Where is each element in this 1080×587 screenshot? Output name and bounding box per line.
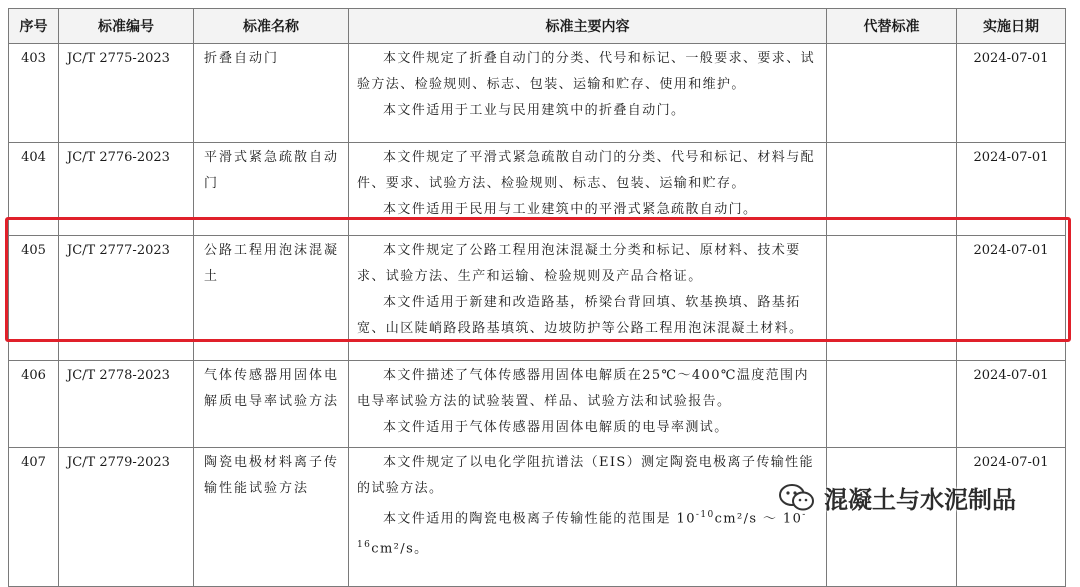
row-no: 404 — [9, 143, 59, 236]
content-paragraph: 本文件适用于新建和改造路基，桥梁台背回填、软基换填、路基拓宽、山区陡峭路段路基填筑、边坡防护等公路工程用泡沫混凝土材料。 — [357, 295, 804, 336]
row-name: 陶瓷电极材料离子传输性能试验方法 — [194, 448, 349, 587]
row-code: JC/T 2775-2023 — [59, 44, 194, 143]
row-name: 折叠自动门 — [194, 44, 349, 143]
row-no: 407 — [9, 448, 59, 587]
wechat-icon — [778, 482, 816, 514]
watermark-text: 混凝土与水泥制品 — [824, 486, 1016, 514]
row-date: 2024-07-01 — [957, 448, 1066, 587]
row-date: 2024-07-01 — [957, 44, 1066, 143]
row-code: JC/T 2776-2023 — [59, 143, 194, 236]
content-paragraph-range — [357, 502, 818, 563]
row-date: 2024-07-01 — [957, 236, 1066, 361]
range-exponent-2: -16 — [357, 510, 807, 551]
content-paragraph: 本文件规定了平滑式紧急疏散自动门的分类、代号和标记、材料与配件、要求、试验方法、检验规则、标志、包装、运输和贮存。 — [357, 150, 816, 191]
row-content — [349, 361, 827, 448]
header-code: 标准编号 — [59, 9, 194, 44]
row-replaces — [827, 361, 957, 448]
content-paragraph: 本文件适用于气体传感器用固体电解质的电导率测试。 — [383, 420, 729, 435]
row-code: JC/T 2777-2023 — [59, 236, 194, 361]
table-row — [9, 448, 1066, 587]
watermark — [778, 480, 1016, 515]
row-replaces — [827, 448, 957, 587]
content-paragraph: 本文件规定了公路工程用泡沫混凝土分类和标记、原材料、技术要求、试验方法、生产和运输、检验规则及产品合格证。 — [357, 243, 801, 284]
row-name: 平滑式紧急疏散自动门 — [194, 143, 349, 236]
content-paragraph: 本文件规定了以电化学阻抗谱法（EIS）测定陶瓷电极离子传输性能的试验方法。 — [357, 455, 814, 496]
row-date: 2024-07-01 — [957, 143, 1066, 236]
row-no: 403 — [9, 44, 59, 143]
header-no: 序号 — [9, 9, 59, 44]
content-paragraph: 本文件描述了气体传感器用固体电解质在25℃～400℃温度范围内电导率试验方法的试验装置、样品、试验方法和试验报告。 — [357, 368, 809, 409]
header-date: 实施日期 — [957, 9, 1066, 44]
highlight-box — [5, 217, 1071, 342]
row-replaces — [827, 44, 957, 143]
row-name: 气体传感器用固体电解质电导率试验方法 — [194, 361, 349, 448]
row-name: 公路工程用泡沫混凝土 — [194, 236, 349, 361]
range-prefix: 本文件适用的陶瓷电极离子传输性能的范围是 10 — [383, 511, 696, 527]
table-row — [9, 361, 1066, 448]
content-paragraph: 本文件适用于工业与民用建筑中的折叠自动门。 — [383, 103, 686, 118]
table-row — [9, 44, 1066, 143]
header-content: 标准主要内容 — [349, 9, 827, 44]
row-content — [349, 44, 827, 143]
header-name: 标准名称 — [194, 9, 349, 44]
range-middle: cm²/s ～ 10 — [714, 511, 803, 527]
row-code: JC/T 2779-2023 — [59, 448, 194, 587]
content-paragraph: 本文件规定了折叠自动门的分类、代号和标记、一般要求、要求、试验方法、检验规则、标志、包装、运输和贮存、使用和维护。 — [357, 51, 816, 92]
row-code: JC/T 2778-2023 — [59, 361, 194, 448]
header-replaces: 代替标准 — [827, 9, 957, 44]
row-content — [349, 448, 827, 587]
row-date: 2024-07-01 — [957, 361, 1066, 448]
header-row — [9, 9, 1066, 44]
row-no: 405 — [9, 236, 59, 361]
range-suffix: cm²/s。 — [371, 541, 429, 557]
content-paragraph: 本文件适用于民用与工业建筑中的平滑式紧急疏散自动门。 — [383, 202, 758, 217]
range-exponent-1: -10 — [695, 510, 715, 520]
row-no: 406 — [9, 361, 59, 448]
